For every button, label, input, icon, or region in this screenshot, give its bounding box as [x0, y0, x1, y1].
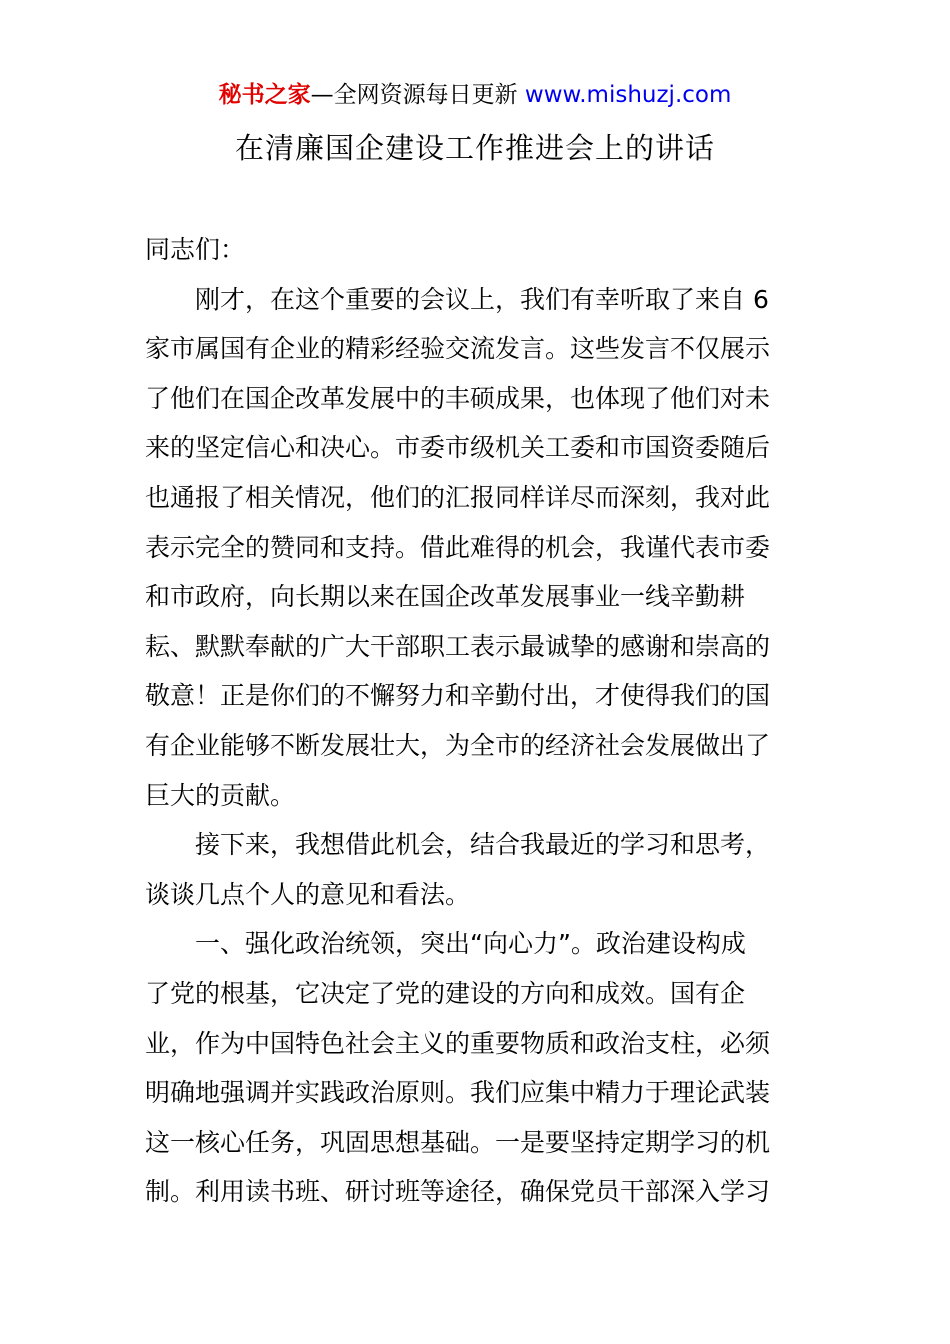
site-tagline: —全网资源每日更新 — [310, 82, 518, 108]
paragraph-line: 了他们在国企改革发展中的丰硕成果，也体现了他们对未 — [145, 383, 771, 413]
site-header — [0, 79, 950, 111]
paragraph-line: 也通报了相关情况，他们的汇报同样详尽而深刻，我对此 — [145, 482, 771, 512]
section-heading-line: 一、强化政治统领，突出“向心力”。政治建设构成 — [195, 929, 746, 959]
paragraph-line: 制。利用读书班、研讨班等途径，确保党员干部深入学习 — [145, 1177, 771, 1207]
paragraph-line: 谈谈几点个人的意见和看法。 — [145, 879, 471, 909]
paragraph-line: 这一核心任务，巩固思想基础。一是要坚持定期学习的机 — [145, 1127, 771, 1157]
paragraph-line: 有企业能够不断发展壮大，为全市的经济社会发展做出了 — [145, 730, 771, 760]
paragraph-line: 了党的根基，它决定了党的建设的方向和成效。国有企 — [145, 978, 746, 1008]
document-title: 在清廉国企建设工作推进会上的讲话 — [234, 131, 715, 165]
paragraph-line: 敬意！正是你们的不懈努力和辛勤付出，才使得我们的国 — [145, 681, 771, 711]
paragraph-line: 刚才，在这个重要的会议上，我们有幸听取了来自 6 — [195, 284, 769, 314]
paragraph-line: 家市属国有企业的精彩经验交流发言。这些发言不仅展示 — [145, 334, 771, 364]
paragraph-line: 来的坚定信心和决心。市委市级机关工委和市国资委随后 — [145, 433, 771, 463]
paragraph-line: 和市政府，向长期以来在国企改革发展事业一线辛勤耕 — [145, 582, 746, 612]
site-url-link[interactable]: www.mishuzj.com — [524, 82, 732, 108]
paragraph-line: 明确地强调并实践政治原则。我们应集中精力于理论武装 — [145, 1078, 771, 1108]
paragraph-line: 业，作为中国特色社会主义的重要物质和政治支柱，必须 — [145, 1028, 771, 1058]
salutation: 同志们： — [145, 235, 246, 264]
document-body — [145, 225, 810, 1217]
paragraph-line: 表示完全的赞同和支持。借此难得的机会，我谨代表市委 — [145, 532, 771, 562]
site-brand: 秘书之家 — [218, 82, 311, 108]
paragraph-line: 耘、默默奉献的广大干部职工表示最诚挚的感谢和崇高的 — [145, 631, 771, 661]
paragraph-line: 接下来，我想借此机会，结合我最近的学习和思考， — [195, 830, 771, 860]
paragraph-line: 巨大的贡献。 — [145, 780, 296, 810]
